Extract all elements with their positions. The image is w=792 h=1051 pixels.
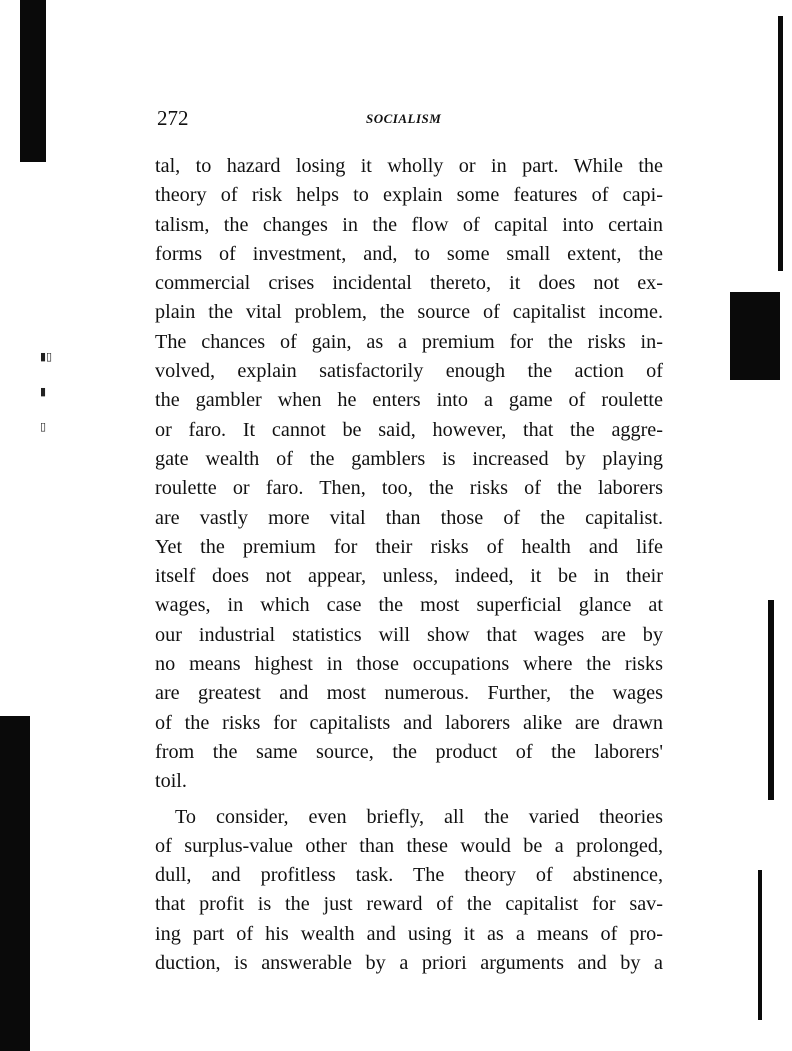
scan-speckle: ▮ (40, 386, 47, 398)
text-line: toil. (155, 770, 187, 793)
page-header (0, 106, 792, 136)
text-line: tal, to hazard losing it wholly or in part. While the (155, 155, 663, 177)
text-line: talism, the changes in the flow of capital into certain (155, 213, 663, 236)
body-text (155, 152, 663, 978)
scan-edge-right-lower (768, 600, 774, 800)
text-line: volved, explain satisfactorily enough the action of (155, 360, 663, 383)
text-line: of surplus-value other than these would be a prolonged, (155, 834, 663, 857)
text-line: theory of risk helps to explain some features of capi- (155, 184, 663, 207)
text-line: wages, in which case the most superficial glance at (155, 594, 663, 617)
text-line: that profit is the just reward of the capitalist for sav- (155, 893, 663, 916)
text-line: duction, is answerable by a priori arguments and by a (155, 952, 663, 975)
text-line: of the risks for capitalists and laborers alike are drawn (155, 711, 663, 734)
text-line: gate wealth of the gamblers is increased by playing (155, 447, 663, 470)
text-line: To consider, even briefly, all the varied theories (175, 805, 663, 828)
text-line: are vastly more vital than those of the capitalist. (155, 506, 663, 529)
text-line: commercial crises incidental thereto, it does not ex- (155, 272, 663, 295)
text-line: dull, and profitless task. The theory of abstinence, (155, 864, 663, 887)
scan-edge-right-blot (730, 292, 780, 380)
text-line: The chances of gain, as a premium for the risks in- (155, 330, 663, 353)
scan-speckle: ▮▯ (40, 351, 53, 363)
text-line: are greatest and most numerous. Further, the wages (155, 682, 663, 705)
text-line: ing part of his wealth and using it as a means of pro- (155, 922, 663, 945)
text-line: forms of investment, and, to some small extent, the (155, 242, 663, 265)
paragraph-2 (155, 803, 663, 979)
scan-edge-right-bottom (758, 870, 762, 1020)
text-line: roulette or faro. Then, too, the risks of the laborers (155, 477, 663, 500)
text-line: itself does not appear, unless, indeed, it be in their (155, 565, 663, 588)
text-line: or faro. It cannot be said, however, that the aggre- (155, 418, 663, 441)
scan-edge-right-top (778, 16, 783, 271)
text-line: Yet the premium for their risks of health and life (155, 535, 663, 558)
text-line: from the same source, the product of the laborers' (155, 740, 663, 763)
running-title: SOCIALISM (366, 111, 442, 126)
text-line: our industrial statistics will show that wages are by (155, 623, 663, 646)
text-line: the gambler when he enters into a game of roulette (155, 389, 663, 412)
scan-edge-left-bottom (0, 716, 30, 1051)
text-line: plain the vital problem, the source of capitalist income. (155, 301, 663, 324)
text-line: no means highest in those occupations where the risks (155, 653, 663, 676)
paragraph-1 (155, 152, 663, 797)
page-number: 272 (157, 106, 189, 130)
scan-speckle: ▯ (40, 421, 47, 433)
scan-edge-left-top (20, 0, 46, 162)
